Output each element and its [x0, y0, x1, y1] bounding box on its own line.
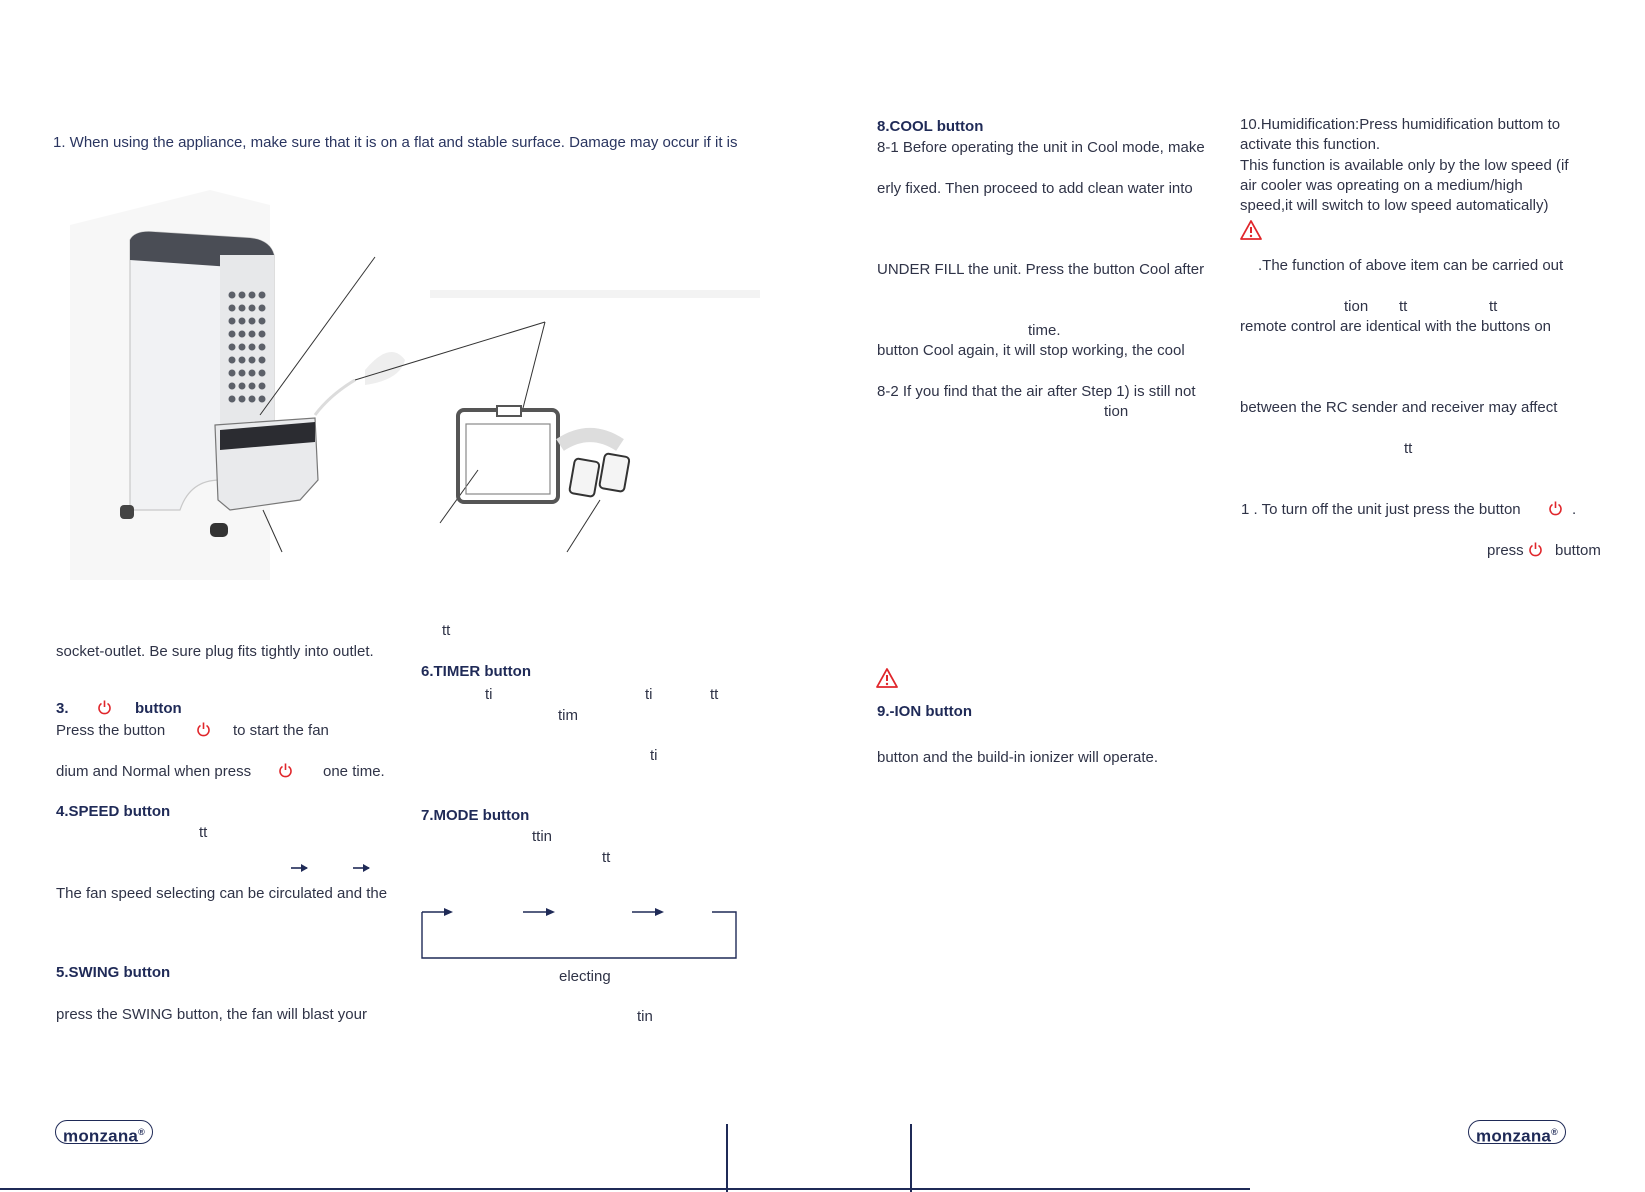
between-text: between the RC sender and receiver may affect [1240, 399, 1558, 416]
cool-text: erly fixed. Then proceed to add clean water into [877, 180, 1193, 197]
power-heading-number: 3. [56, 700, 69, 717]
arrow-right-icon [352, 863, 372, 873]
power-icon [97, 699, 112, 716]
mode-fragment: ttin [532, 828, 553, 845]
fold-line [910, 1124, 912, 1192]
turnoff-text-b: . [1572, 501, 1577, 518]
press-text-b: to start the fan [233, 722, 329, 739]
fragment-tt: tt [1399, 298, 1408, 315]
power-icon [196, 721, 211, 738]
power-icon [1528, 541, 1543, 558]
fragment-tt: tt [442, 622, 451, 639]
ion-text: button and the build-in ionizer will operate. [877, 749, 1159, 766]
press-text-a: press [1487, 542, 1524, 559]
power-icon [1548, 500, 1563, 517]
press-text-a: Press the button [56, 722, 166, 739]
fragment-tt: tt [1489, 298, 1498, 315]
bottom-rule [0, 1188, 1250, 1190]
cool-text: 8-1 Before operating the unit in Cool mode, make [877, 139, 1205, 156]
speed-heading: 4.SPEED button [56, 803, 171, 820]
swing-heading: 5.SWING button [56, 964, 171, 981]
fold-line [726, 1124, 728, 1192]
mode-heading: 7.MODE button [421, 807, 530, 824]
intro-text: 1. When using the appliance, make sure that it is on a flat and stable surface. Damage may occur if it is [53, 134, 738, 151]
ion-heading: 9.-ION button [877, 703, 972, 720]
dium-text-a: dium and Normal when press [56, 763, 252, 780]
speed-fragment: tt [199, 824, 208, 841]
humidification-text: This function is available only by the low speed (if [1240, 157, 1569, 174]
fragment-tt: tt [1404, 440, 1413, 457]
press-text-b: buttom [1555, 542, 1601, 559]
turnoff-text-a: 1 . To turn off the unit just press the button [1241, 501, 1521, 518]
product-illustration [60, 180, 760, 600]
humidification-text: activate this function. [1240, 136, 1381, 153]
power-heading-label: button [135, 700, 182, 717]
monzana-logo: monzana® [55, 1120, 153, 1144]
mode-cycle-diagram [420, 900, 740, 962]
timer-fragment: ti [645, 686, 653, 703]
remote-text: remote control are identical with the buttons on [1240, 318, 1552, 335]
monzana-logo: monzana® [1468, 1120, 1566, 1144]
humidification-text: 10.Humidification:Press humidification buttom to [1240, 116, 1561, 133]
timer-fragment: tim [558, 707, 578, 724]
tin-fragment: tin [637, 1008, 653, 1025]
power-icon [278, 762, 293, 779]
cool-text: 8-2 If you find that the air after Step 1) is still not [877, 383, 1196, 400]
fragment-tion: tion [1344, 298, 1369, 315]
timer-fragment: tt [710, 686, 719, 703]
cool-text: tion [1104, 403, 1129, 420]
timer-heading: 6.TIMER button [421, 663, 531, 680]
cool-text: time. [1028, 322, 1061, 339]
cool-text: button Cool again, it will stop working, the cool [877, 342, 1185, 359]
timer-fragment: ti [485, 686, 493, 703]
humidification-text: air cooler was opreating on a medium/high [1240, 177, 1523, 194]
dium-text-b: one time. [323, 763, 385, 780]
function-text: .The function of above item can be carried out [1258, 257, 1564, 274]
selecting-text: electing [559, 968, 611, 985]
swing-text: press the SWING button, the fan will blast your [56, 1006, 367, 1023]
socket-text: socket-outlet. Be sure plug fits tightly into outlet. [56, 643, 374, 660]
warning-icon [875, 667, 899, 689]
warning-icon [1239, 219, 1263, 241]
cool-text: UNDER FILL the unit. Press the button Cool after [877, 261, 1205, 278]
cool-heading: 8.COOL button [877, 118, 984, 135]
humidification-text: speed,it will switch to low speed automatically) [1240, 197, 1549, 214]
arrow-right-icon [290, 863, 310, 873]
speed-cycle-text: The fan speed selecting can be circulated and the [56, 885, 388, 902]
timer-fragment: ti [650, 747, 658, 764]
mode-fragment: tt [602, 849, 611, 866]
